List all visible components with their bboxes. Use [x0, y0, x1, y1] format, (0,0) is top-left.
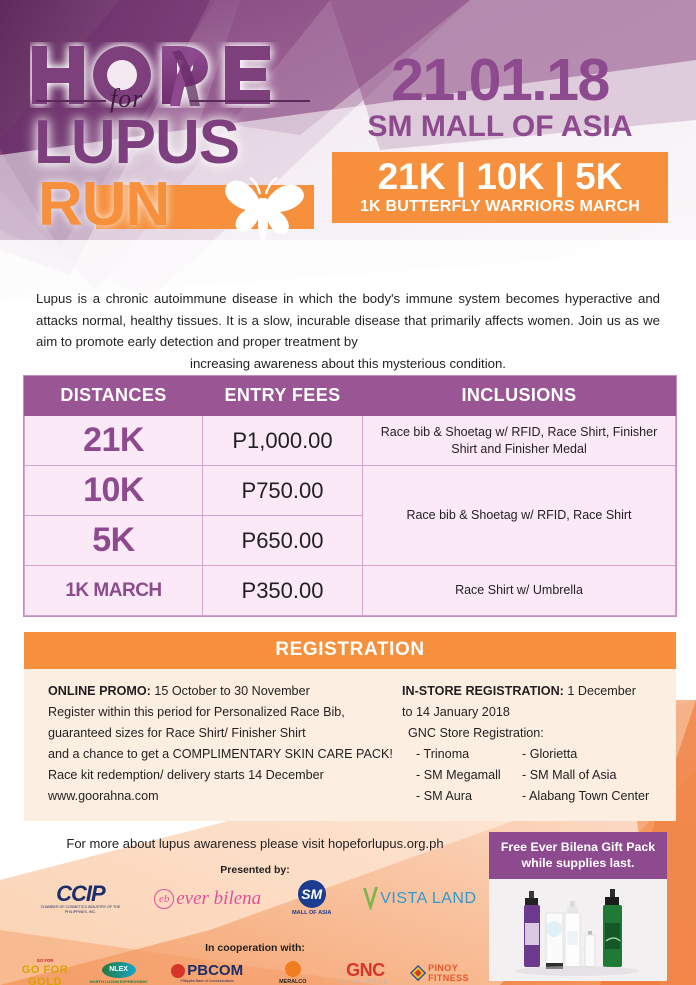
go-for-gold-text: GO FOR GOLD [21, 964, 69, 985]
cell-inclusion: Race bib & Shoetag w/ RFID, Race Shirt, Finisher Shirt and Finisher Medal [363, 416, 676, 466]
pbcom-mark-icon [171, 964, 185, 978]
pbcom-text: PBCOM [187, 961, 244, 979]
cell-inclusion: Race bib & Shoetag w/ RFID, Race Shirt [363, 466, 676, 566]
vista-land-checkmark-icon [362, 886, 380, 912]
ever-bilena-text: ever bilena [176, 887, 262, 909]
gnc-store-item: - Glorietta [522, 747, 578, 761]
event-date: 21.01.18 [391, 47, 609, 113]
sponsor-logo-ever-bilena [154, 889, 261, 909]
cell-distance: 21K [25, 416, 203, 466]
gift-pack-line1: Free Ever Bilena Gift Pack [500, 840, 656, 854]
online-promo-line [48, 681, 402, 702]
gnc-store-item: - SM Mall of Asia [522, 768, 617, 782]
gnc-store-col-2 [522, 744, 649, 807]
coop-logo-nlex [88, 962, 150, 985]
coop-logo-go-for-gold [14, 958, 76, 985]
coop-logo-pinoy-fitness [410, 963, 494, 983]
cell-fee: P1,000.00 [203, 416, 363, 466]
poster-header [0, 0, 696, 268]
sponsor-logo-sm-mall-of-asia [292, 880, 331, 917]
logo-lupus-text: LUPUS [34, 108, 240, 177]
fee-table [24, 376, 676, 616]
awareness-website-line[interactable]: For more about lupus awareness please visit hopeforlupus.org.ph [66, 836, 444, 851]
ccip-logo-subtext: CHAMBER OF COSMETICS INDUSTRY OF THE PHILIPPINES, INC. [40, 904, 121, 914]
pinoy-fitness-text: PINOY FITNESS [428, 963, 469, 983]
instore-dates: 1 December [563, 684, 636, 698]
gnc-text: GNC [346, 959, 385, 980]
sm-circle-logo: SM [298, 880, 326, 908]
online-detail-line: Race kit redemption/ delivery starts 14 December [48, 768, 324, 782]
butterfly-icon [216, 172, 312, 249]
logo-run-text: RUN [38, 170, 170, 239]
gnc-store-grid [402, 744, 676, 807]
meralco-mark-icon [285, 961, 301, 977]
online-promo-label: ONLINE PROMO: [48, 684, 151, 698]
event-venue: SM MALL OF ASIA [367, 110, 633, 143]
logo-for-text: for [110, 84, 144, 113]
go-for-gold-subtext: GO FOR [36, 958, 54, 963]
table-header-row [25, 377, 676, 416]
cell-fee: P650.00 [203, 516, 363, 566]
march-label: 1K BUTTERFLY WARRIORS MARCH [359, 198, 641, 215]
table-row [25, 566, 676, 616]
gnc-store-item: - SM Megamall [416, 768, 501, 782]
pbcom-subtext: Philippine Bank of Communications [180, 978, 234, 983]
gnc-store-item: - Alabang Town Center [522, 789, 650, 803]
registration-body [24, 669, 676, 821]
online-registration-column [24, 681, 402, 807]
online-detail-line: Register within this period for Personalized Race Bib, [48, 705, 345, 719]
cell-distance: 5K [25, 516, 203, 566]
table-row [25, 466, 676, 516]
gift-pack-panel [489, 832, 667, 978]
gnc-store-col-1 [416, 744, 522, 807]
instore-registration-column [402, 681, 676, 807]
col-header-distances: DISTANCES [25, 377, 203, 416]
intro-body: Lupus is a chronic autoimmune disease in which the body's immune system becomes hyperactive and attacks normal, healthy tissues. It is a slow, incurable disease that primarily affects women. Join us as we aim to promote early detection and proper treatment by [36, 291, 660, 349]
nlex-badge: NLEX [102, 962, 136, 978]
presented-by-label: Presented by: [220, 864, 290, 876]
pinoy-fitness-diamond-icon [410, 964, 426, 982]
intro-paragraph [36, 288, 660, 374]
nlex-subtext: NORTH LUZON EXPRESSWAY [89, 978, 148, 984]
intro-last-line: increasing awareness about this mysterious condition. [190, 355, 506, 371]
instore-label: IN-STORE REGISTRATION: [402, 684, 564, 698]
registration-website-link[interactable]: www.goorahna.com [48, 789, 159, 803]
presented-by-logos [22, 880, 492, 917]
cell-distance: 1K MARCH [25, 566, 203, 616]
instore-label-line [402, 681, 676, 702]
coop-logo-meralco [265, 961, 321, 985]
registration-section [24, 632, 676, 821]
col-header-entry-fees: ENTRY FEES [203, 377, 363, 416]
online-detail-line: and a chance to get a COMPLIMENTARY SKIN CARE PACK! [48, 747, 393, 761]
logo-run-wrap [30, 170, 315, 239]
event-date-block [332, 48, 668, 223]
registration-title: REGISTRATION [24, 632, 676, 669]
cell-distance: 10K [25, 466, 203, 516]
cell-inclusion: Race Shirt w/ Umbrella [363, 566, 676, 616]
coop-logo-gnc [332, 961, 398, 985]
gnc-store-title: GNC Store Registration: [408, 726, 544, 740]
meralco-text: MERALCO [279, 978, 307, 985]
event-logo [30, 42, 315, 239]
sponsor-logo-vista-land [362, 886, 476, 912]
distance-list: 21K | 10K | 5K [377, 156, 623, 197]
distance-banner [332, 152, 668, 223]
coop-logo-pbcom [161, 963, 253, 984]
vista-land-text: VISTA LAND [380, 889, 477, 907]
col-header-inclusions: INCLUSIONS [363, 377, 676, 416]
table-row [25, 416, 676, 466]
cooperation-logos [14, 958, 494, 985]
online-promo-dates: 15 October to 30 November [150, 684, 310, 698]
cell-fee: P350.00 [203, 566, 363, 616]
gnc-store-item: - Trinoma [416, 747, 470, 761]
sponsor-logo-ccip [37, 880, 123, 915]
logo-for-script [30, 84, 315, 113]
gnc-store-item: - SM Aura [416, 789, 472, 803]
gift-pack-photo [489, 879, 667, 981]
cooperation-label: In cooperation with: [205, 942, 305, 954]
ccip-logo-text: CCIP [56, 880, 105, 906]
gift-pack-line2: while supplies last. [521, 856, 635, 870]
cell-fee: P750.00 [203, 466, 363, 516]
online-detail-line: guaranteed sizes for Race Shirt/ Finisher Shirt [48, 726, 306, 740]
instore-dates-line2: to 14 January 2018 [402, 705, 510, 719]
gnc-subtext: LIVE WELL [341, 978, 390, 985]
gift-pack-heading [489, 832, 667, 879]
sm-logo-subtext: MALL OF ASIA [291, 910, 332, 916]
eb-monogram: eb [154, 889, 174, 909]
